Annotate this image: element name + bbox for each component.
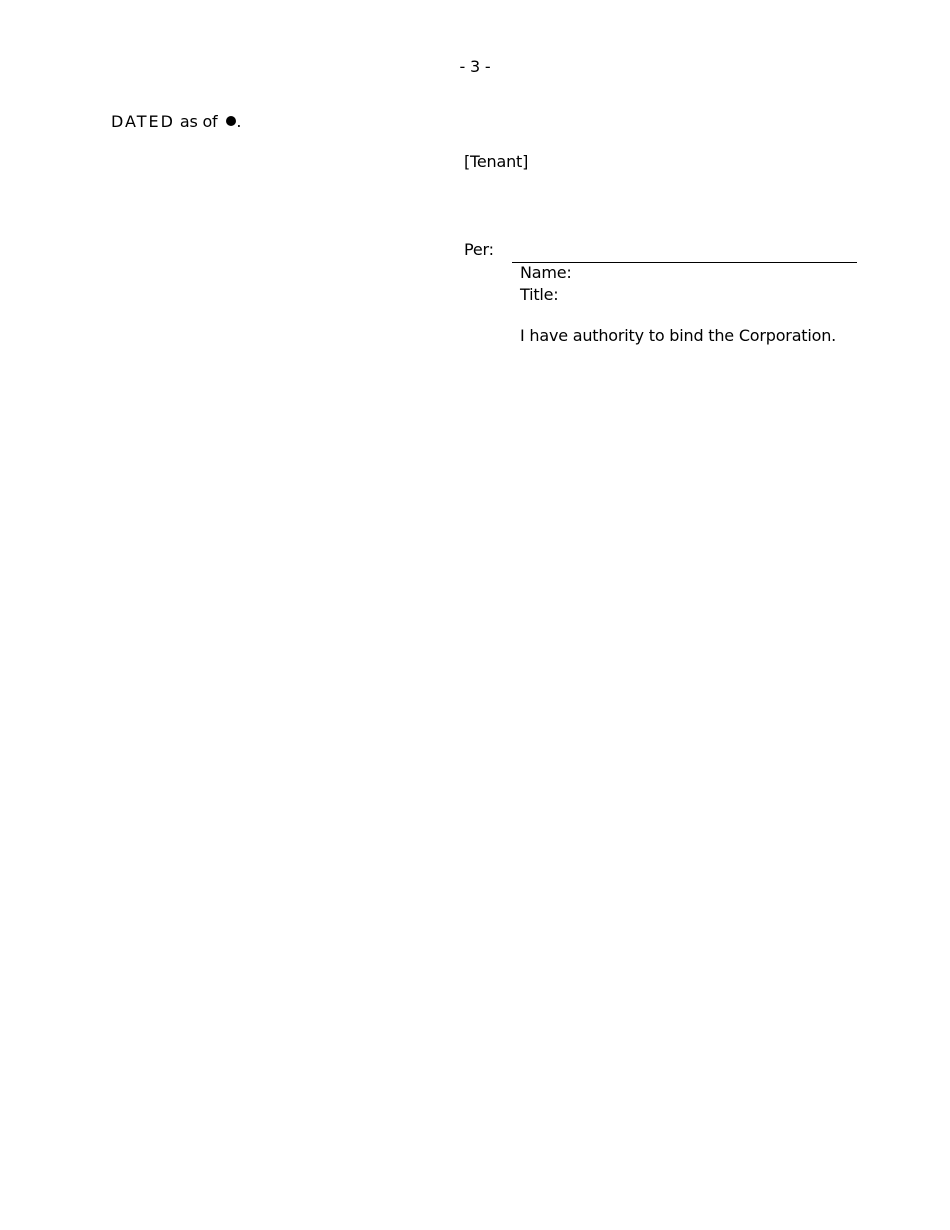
title-label: Title:	[520, 285, 559, 304]
per-label: Per:	[464, 240, 494, 259]
dated-word: DATED	[111, 112, 175, 131]
dated-line	[111, 112, 241, 132]
authority-statement: I have authority to bind the Corporation.	[520, 326, 837, 345]
name-label: Name:	[520, 263, 572, 282]
dated-connector: as of	[179, 112, 218, 131]
dated-period: .	[236, 112, 242, 131]
date-placeholder-bullet-icon	[226, 116, 236, 126]
page-number: - 3 -	[459, 57, 491, 76]
party-name: [Tenant]	[464, 152, 529, 171]
